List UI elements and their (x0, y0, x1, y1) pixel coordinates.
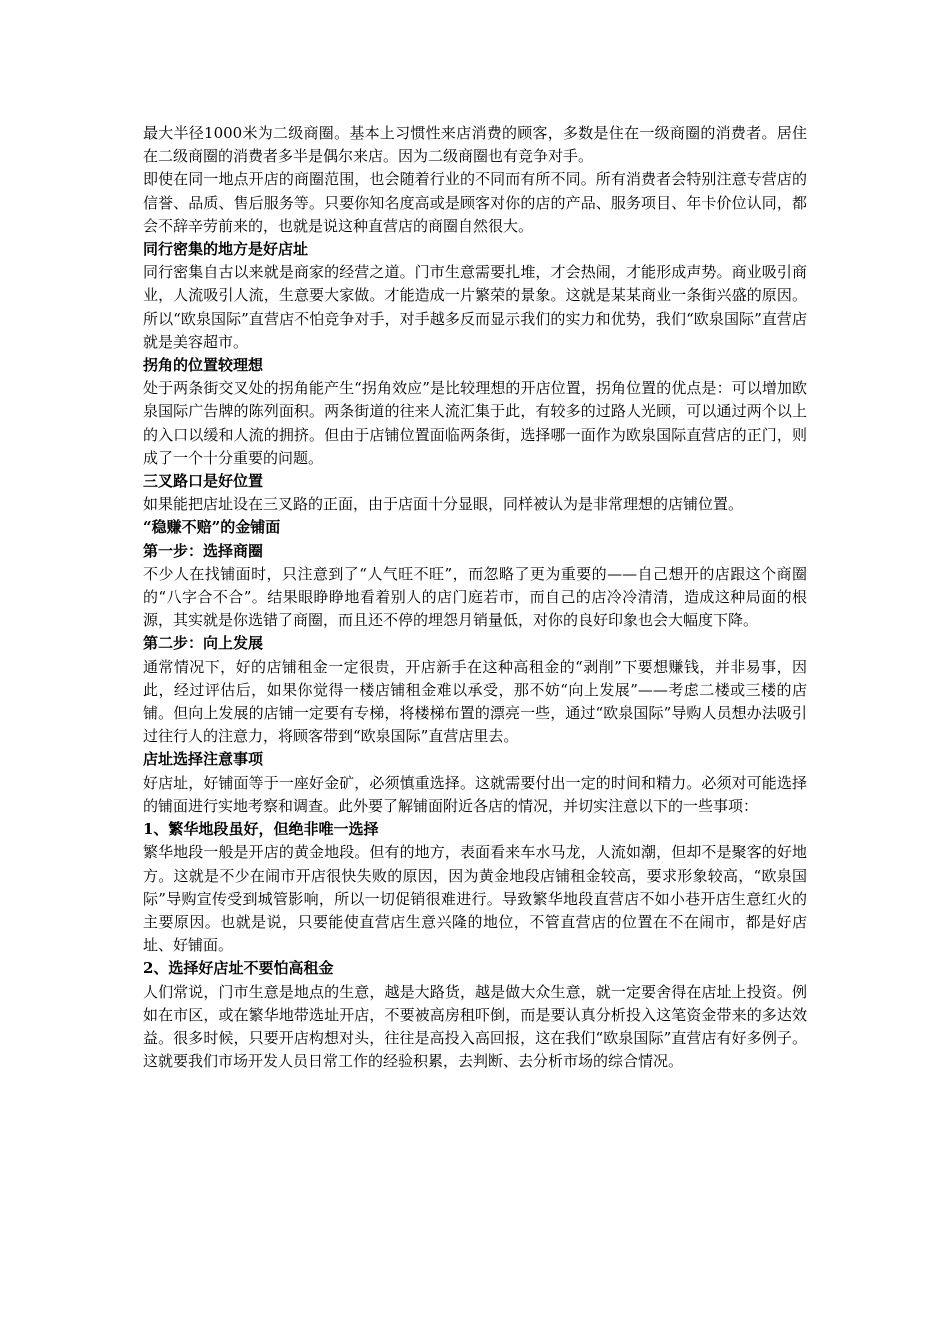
paragraph: 不少人在找铺面时，只注意到了“人气旺不旺”，而忽略了更为重要的——自己想开的店跟这个商圈的“八字合不合”。结果眼睁睁地看着别人的店门庭若市，而自己的店冷冷清清，造成这种局面的根源，其实就是你选错了商圈，而且还不停的埋怨月销量低，对你的良好印象也会大幅度下降。 (143, 564, 807, 630)
section-heading: “稳赚不赔”的金铺面 (143, 518, 281, 537)
document-page (143, 122, 807, 1073)
section-heading: 同行密集的地方是好店址 (143, 240, 309, 259)
paragraph: 同行密集自古以来就是商家的经营之道。门市生意需要扎堆，才会热闹，才能形成声势。商业吸引商业，人流吸引人流，生意要大家做。才能造成一片繁荣的景象。这就是某某商业一条街兴盛的原因。所以“欧泉国际”直营店不怕竞争对手，对手越多反而显示我们的实力和优势，我们“欧泉国际”直营店就是美容超市。 (143, 263, 807, 351)
paragraph: 即使在同一地点开店的商圈范围，也会随着行业的不同而有所不同。所有消费者会特别注意专营店的信誉、品质、售后服务等。只要你知名度高或是顾客对你的店的产品、服务项目、年卡价位认同，都会不辞辛劳前来的，也就是说这种直营店的商圈自然很大。 (143, 170, 807, 235)
section-heading: 拐角的位置较理想 (143, 356, 264, 375)
paragraph: 通常情况下，好的店铺租金一定很贵，开店新手在这种高租金的“剥削”下要想赚钱，并非易事，因此，经过评估后，如果你觉得一楼店铺租金难以承受，那不妨“向上发展”——考虑二楼或三楼的店铺。但向上发展的店铺一定要有专梯，将楼梯布置的漂亮一些，通过“欧泉国际”导购人员想办法吸引过往行人的注意力，将顾客带到“欧泉国际”直营店里去。 (143, 657, 807, 746)
section-heading: 店址选择注意事项 (143, 750, 264, 769)
section-heading: 第一步：选择商圈 (143, 541, 264, 560)
section-heading: 2、选择好店址不要怕高租金 (143, 959, 334, 978)
section-heading: 第二步：向上发展 (143, 634, 264, 653)
paragraph: 繁华地段一般是开店的黄金地段。但有的地方，表面看来车水马龙，人流如潮，但却不是聚客的好地方。这就是不少在闹市开店很快失败的原因，因为黄金地段店铺租金较高，要求形象较高，“欧泉国际”导购宣传受到城管影响，所以一切促销很难进行。导致繁华地段直营店不如小巷开店生意红火的主要原因。也就是说，只要能使直营店生意兴隆的地位，不管直营店的位置在不在闹市，都是好店址、好铺面。 (143, 843, 807, 955)
paragraph: 如果能把店址设在三叉路的正面，由于店面十分显眼，同样被认为是非常理想的店铺位置。 (143, 495, 744, 514)
paragraph: 好店址，好铺面等于一座好金矿，必须慎重选择。这就需要付出一定的时间和精力。必须对可能选择的铺面进行实地考察和调查。此外要了解铺面附近各店的情况，并切实注意以下的一些事项： (143, 773, 807, 815)
section-heading: 三叉路口是好位置 (143, 472, 264, 491)
paragraph: 人们常说，门市生意是地点的生意，越是大路货，越是做大众生意，就一定要舍得在店址上投资。例如在市区，或在繁华地带选址开店，不要被高房租吓倒，而是要认真分析投入这笔资金带来的多达效益。很多时候，只要开店构想对头，往往是高投入高回报，这在我们“欧泉国际”直营店有好多例子。这就要我们市场开发人员日常工作的经验积累，去判断、去分析市场的综合情况。 (143, 982, 807, 1071)
paragraph: 最大半径1000米为二级商圈。基本上习惯性来店消费的顾客，多数是住在一级商圈的消费者。居住在二级商圈的消费者多半是偶尔来店。因为二级商圈也有竞争对手。 (143, 124, 807, 166)
section-heading: 1、繁华地段虽好，但绝非唯一选择 (143, 820, 379, 839)
paragraph: 处于两条街交叉处的拐角能产生“拐角效应”是比较理想的开店位置，拐角位置的优点是：可以增加欧泉国际广告牌的陈列面积。两条街道的往来人流汇集于此，有较多的过路人光顾，可以通过两个以上的入口以缓和人流的拥挤。但由于店铺位置面临两条街，选择哪一面作为欧泉国际直营店的正门，则成了一个十分重要的问题。 (143, 379, 807, 467)
